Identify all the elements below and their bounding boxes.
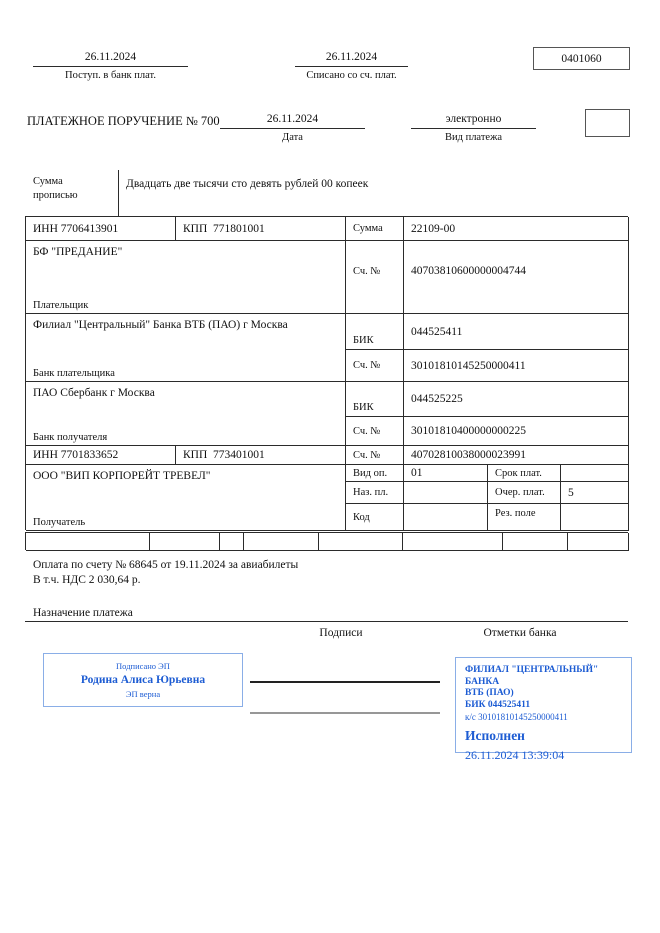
- payment-kind: электронно: [411, 113, 536, 129]
- bank-stamp-line-2: ВТБ (ПАО): [465, 688, 514, 698]
- bank-stamp-line-4: к/с 30101810145250000411: [465, 712, 568, 722]
- bank-stamp-line-3: БИК 044525411: [465, 699, 531, 710]
- payment-kind-block: [411, 113, 536, 144]
- payee-bank-bik-cell: 044525225: [404, 382, 629, 417]
- tax-field-cell: [150, 533, 220, 551]
- purpose-underline: [25, 621, 628, 622]
- debited-date: 26.11.2024: [295, 51, 408, 67]
- priority-cell: 5: [561, 482, 629, 504]
- bank-stamp-datetime: 26.11.2024 13:39:04: [465, 748, 565, 762]
- received-date: 26.11.2024: [33, 51, 188, 67]
- signature-line-2: [250, 712, 440, 714]
- amount-value-cell: 22109-00: [404, 217, 629, 241]
- tax-field-cell: [319, 533, 403, 551]
- payer-bank-bik-cell: 044525411: [404, 314, 629, 350]
- payer-account-label-cell: Сч. №: [346, 241, 404, 314]
- payer-kpp-cell: КПП 771801001: [176, 217, 346, 241]
- payee-name: ООО "ВИП КОРПОРЕЙТ ТРЕВЕЛ": [33, 470, 211, 482]
- payee-bank-account-cell: 30101810400000000225: [404, 417, 629, 446]
- payer-bank-account-label-cell: Сч. №: [346, 350, 404, 382]
- payee-kpp-cell: КПП 773401001: [176, 446, 346, 465]
- doc-title: ПЛАТЕЖНОЕ ПОРУЧЕНИЕ № 700: [27, 114, 220, 128]
- payer-inn-cell: ИНН 7706413901: [26, 217, 176, 241]
- payer-bank-cell: [26, 314, 346, 382]
- bank-stamp-line-1: ФИЛИАЛ "ЦЕНТРАЛЬНЫЙ" БАНКА: [465, 665, 601, 687]
- payer-cell: [26, 241, 346, 314]
- tax-field-cell: [403, 533, 503, 551]
- payer-bank-label: Банк плательщика: [33, 368, 115, 379]
- doc-date-label: Дата: [282, 132, 303, 143]
- payee-bank-cell: [26, 382, 346, 446]
- op-type-label-cell: Вид оп.: [346, 465, 404, 482]
- purpose-line-1: Оплата по счету № 68645 от 19.11.2024 за авиабилеты: [33, 559, 299, 571]
- received-date-block: [33, 51, 188, 82]
- code-cell: [404, 504, 488, 531]
- signatures-title: Подписи: [319, 627, 363, 639]
- esign-line-3: ЭП верна: [125, 688, 161, 699]
- purpose-code-cell: [404, 482, 488, 504]
- payer-name: БФ "ПРЕДАНИЕ": [33, 246, 123, 258]
- purpose-code-label-cell: Наз. пл.: [346, 482, 404, 504]
- payee-label: Получатель: [33, 517, 86, 528]
- due-label-cell: Срок плат.: [488, 465, 561, 482]
- debited-date-block: [295, 51, 408, 82]
- payee-inn-cell: ИНН 7701833652: [26, 446, 176, 465]
- payee-account-label-cell: Сч. №: [346, 446, 404, 465]
- form-code-box: [533, 47, 630, 70]
- purpose-line-2: В т.ч. НДС 2 030,64 р.: [33, 574, 141, 586]
- op-type-cell: 01: [404, 465, 488, 482]
- due-cell: [561, 465, 629, 482]
- debited-label: Списано со сч. плат.: [306, 70, 397, 81]
- payee-cell: [26, 465, 346, 531]
- amount-words-value: Двадцать две тысячи сто девять рублей 00 копеек: [126, 178, 369, 190]
- received-label: Поступ. в банк плат.: [65, 70, 156, 81]
- payee-bank-name: ПАО Сбербанк г Москва: [33, 387, 155, 399]
- signature-line-1: [250, 681, 440, 683]
- esign-stamp: [43, 653, 243, 707]
- priority-label-cell: Очер. плат.: [488, 482, 561, 504]
- amount-words-label-2: прописью: [33, 190, 78, 201]
- reserve-label-cell: Рез. поле: [488, 504, 561, 531]
- bank-marks-title: Отметки банка: [483, 627, 557, 639]
- payment-kind-label: Вид платежа: [444, 132, 502, 143]
- tax-field-cell: [568, 533, 629, 551]
- esign-name: Родина Алиса Юрьевна: [80, 673, 206, 686]
- payment-table: [25, 216, 628, 530]
- doc-date-block: [220, 113, 365, 144]
- payer-account-cell: 40703810600000004744: [404, 241, 629, 314]
- amount-label-cell: Сумма: [346, 217, 404, 241]
- tax-field-cell: [503, 533, 568, 551]
- payer-bank-account-cell: 30101810145250000411: [404, 350, 629, 382]
- bank-stamp: [455, 657, 632, 762]
- payee-bank-bik-label-cell: БИК: [346, 382, 404, 417]
- esign-line-1: Подписано ЭП: [116, 660, 170, 671]
- tax-field-cell: [220, 533, 244, 551]
- purpose-label: Назначение платежа: [33, 607, 133, 619]
- doc-date: 26.11.2024: [220, 113, 365, 129]
- bank-stamp-status: Исполнен: [465, 728, 525, 743]
- reserve-cell: [561, 504, 629, 531]
- payer-bank-name: Филиал "Центральный" Банка ВТБ (ПАО) г Москва: [33, 319, 288, 331]
- payer-label: Плательщик: [33, 300, 89, 311]
- amount-words-divider: [118, 170, 119, 216]
- form-code: 0401060: [561, 52, 602, 65]
- tax-field-cell: [244, 533, 319, 551]
- payee-bank-account-label-cell: Сч. №: [346, 417, 404, 446]
- status-code-box: [585, 109, 630, 137]
- tax-fields-strip: [25, 532, 628, 550]
- payer-bank-bik-label-cell: БИК: [346, 314, 404, 350]
- amount-words-label-1: Сумма: [33, 176, 63, 187]
- payee-bank-label: Банк получателя: [33, 432, 108, 443]
- code-label-cell: Код: [346, 504, 404, 531]
- payee-account-cell: 40702810038000023991: [404, 446, 629, 465]
- tax-field-cell: [26, 533, 150, 551]
